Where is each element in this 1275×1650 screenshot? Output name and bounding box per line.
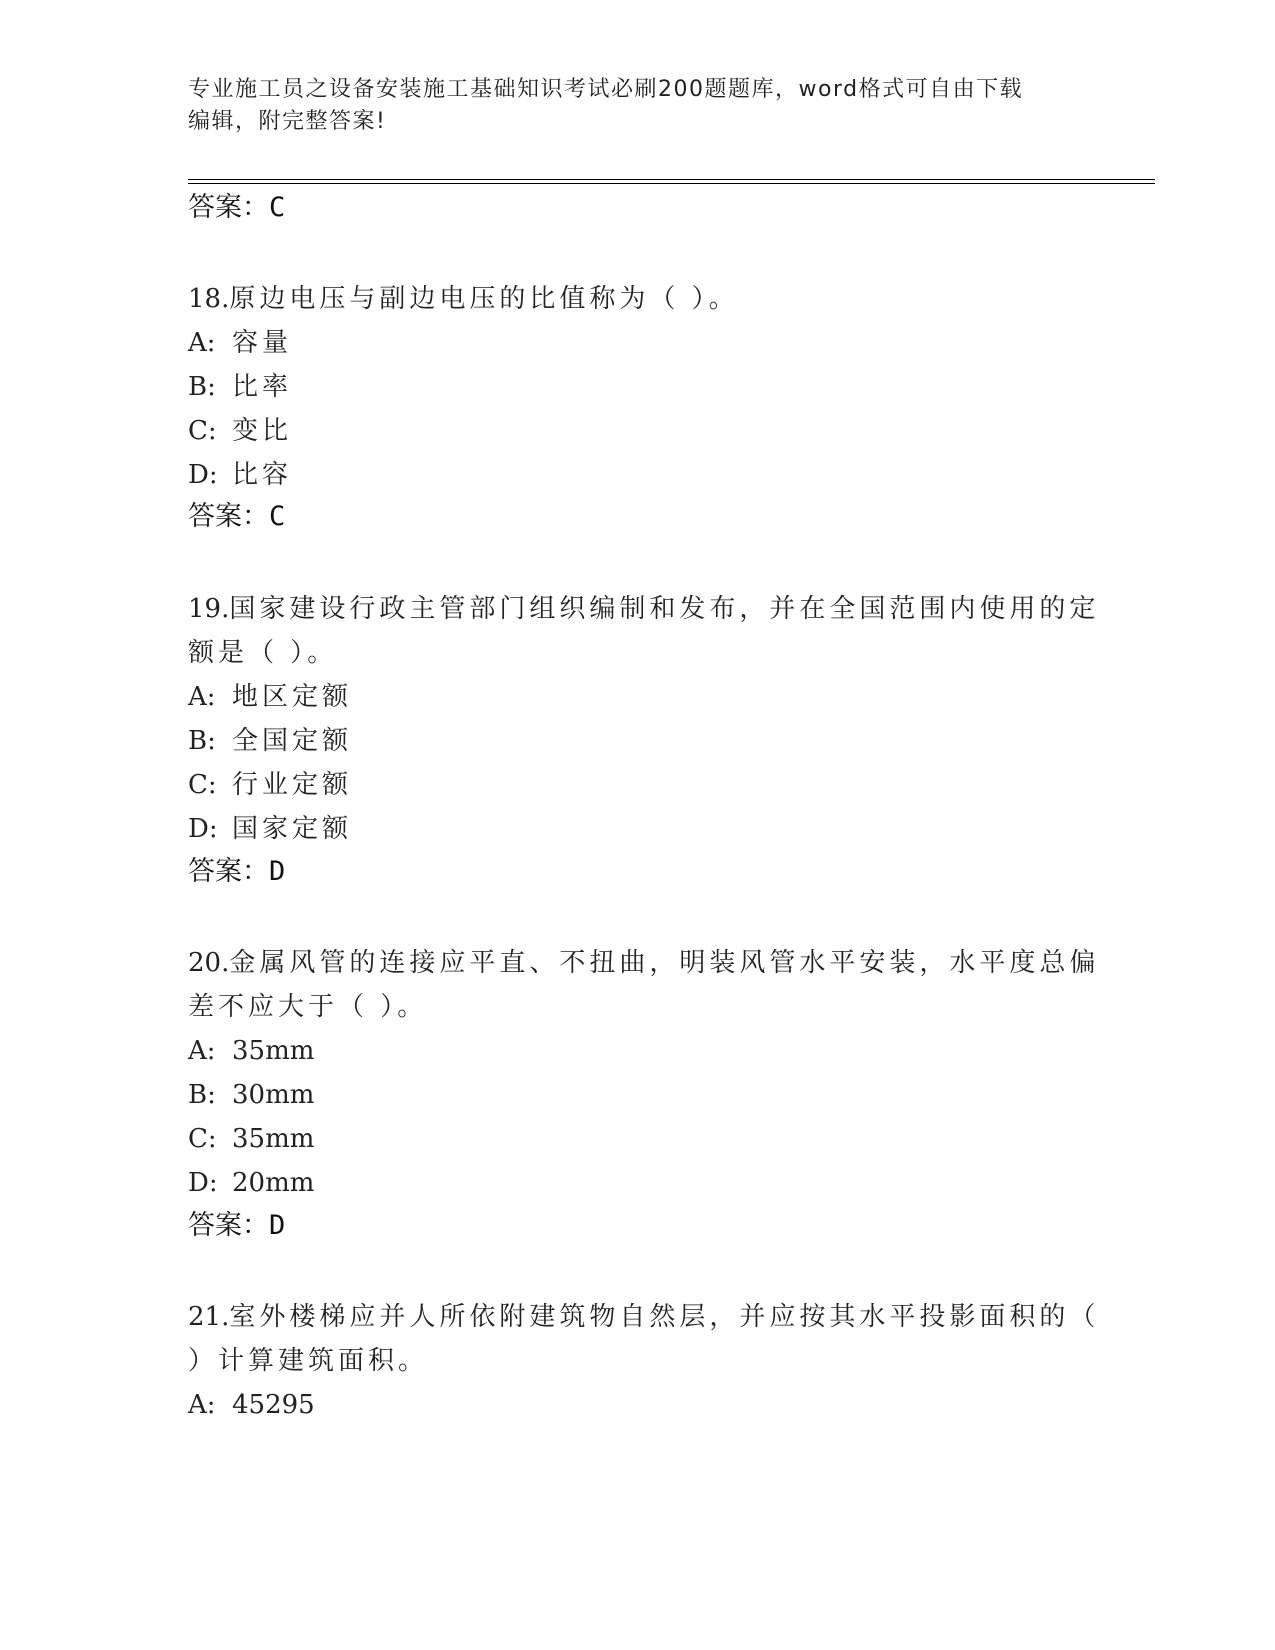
question-19-option-d: D: 国家定额	[188, 814, 353, 844]
question-18-option-c: C: 变比	[188, 416, 293, 446]
question-19-option-c: C: 行业定额	[188, 770, 353, 800]
question-20-text-continued: 差不应大于（ ）。	[188, 992, 428, 1022]
question-19-text-continued: 额是（ ）。	[188, 638, 338, 668]
question-18-answer: 答案：C	[188, 501, 286, 532]
question-18-option-b: B: 比率	[188, 372, 293, 402]
question-19-option-b: B: 全国定额	[188, 726, 353, 756]
question-19-text: 19.国家建设行政主管部门组织编制和发布，并在全国范围内使用的定	[188, 594, 1100, 624]
header-line-2: 编辑，附完整答案!	[188, 109, 387, 134]
question-20-option-d: D: 20mm	[188, 1168, 315, 1198]
question-21-text-continued: ）计算建筑面积。	[188, 1346, 429, 1376]
header-line-1: 专业施工员之设备安装施工基础知识考试必刷200题题库，word格式可自由下载	[188, 77, 1024, 102]
header-divider-top	[188, 179, 1155, 180]
question-20-answer: 答案：D	[188, 1210, 286, 1241]
question-19-answer: 答案：D	[188, 856, 286, 887]
question-18-text: 18.原边电压与副边电压的比值称为（ ）。	[188, 284, 739, 314]
previous-answer: 答案：C	[188, 192, 286, 223]
question-21-option-a: A: 45295	[188, 1390, 315, 1420]
document-header	[188, 74, 1088, 138]
question-20-option-b: B: 30mm	[188, 1080, 315, 1110]
question-20-option-a: A: 35mm	[188, 1036, 315, 1066]
question-20-option-c: C: 35mm	[188, 1124, 315, 1154]
question-18-option-d: D: 比容	[188, 460, 293, 490]
question-21-text: 21.室外楼梯应并人所依附建筑物自然层，并应按其水平投影面积的（	[188, 1302, 1100, 1332]
question-20-text: 20.金属风管的连接应平直、不扭曲，明装风管水平安装，水平度总偏	[188, 948, 1100, 978]
question-18-option-a: A: 容量	[188, 328, 293, 358]
question-19-option-a: A: 地区定额	[188, 682, 353, 712]
header-divider-bottom	[188, 183, 1155, 184]
